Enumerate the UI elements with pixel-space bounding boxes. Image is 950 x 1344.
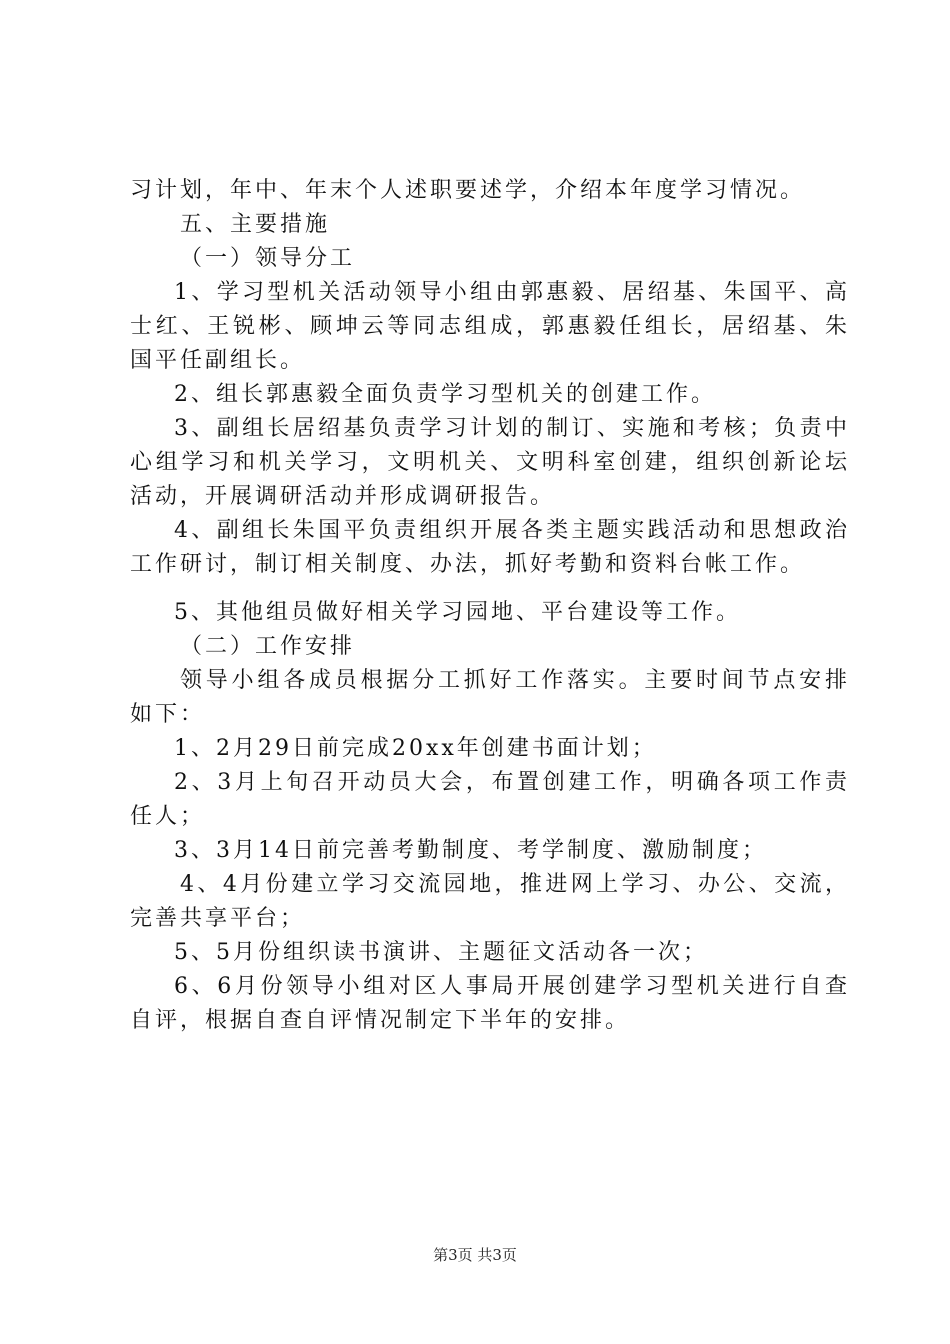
paragraph-item-4: 4、副组长朱国平负责组织开展各类主题实践活动和思想政治工作研讨，制订相关制度、办法，抓好考勤和资料台帐工作。 bbox=[130, 518, 850, 577]
subsection-heading-division: （一）领导分工 bbox=[180, 246, 356, 271]
paragraph-item-5: 5、其他组员做好相关学习园地、平台建设等工作。 bbox=[174, 600, 741, 625]
subsection-heading-arrangement: （二）工作安排 bbox=[180, 634, 356, 659]
schedule-item-1: 1、2月29日前完成20xx年创建书面计划； bbox=[174, 736, 657, 761]
page-number-footer: 第3页 共3页 bbox=[433, 1246, 517, 1264]
paragraph-item-3: 3、副组长居绍基负责学习计划的制订、实施和考核；负责中心组学习和机关学习，文明机关、文明科室创建，组织创新论坛活动，开展调研活动并形成调研报告。 bbox=[130, 416, 850, 509]
document-body bbox=[130, 174, 850, 1038]
schedule-item-4: 4、4月份建立学习交流园地，推进网上学习、办公、交流，完善共享平台； bbox=[130, 872, 850, 931]
schedule-item-3: 3、3月14日前完善考勤制度、考学制度、激励制度； bbox=[174, 838, 767, 863]
schedule-item-6: 6、6月份领导小组对区人事局开展创建学习型机关进行自查自评，根据自查自评情况制定下半年的安排。 bbox=[130, 974, 850, 1033]
section-heading-measures: 五、主要措施 bbox=[180, 212, 331, 237]
paragraph-arrangement-intro: 领导小组各成员根据分工抓好工作落实。主要时间节点安排如下： bbox=[130, 668, 850, 727]
paragraph-continuation: 习计划，年中、年末个人述职要述学，介绍本年度学习情况。 bbox=[130, 178, 806, 203]
schedule-item-5: 5、5月份组织读书演讲、主题征文活动各一次； bbox=[174, 940, 708, 965]
schedule-item-2: 2、3月上旬召开动员大会，布置创建工作，明确各项工作责任人； bbox=[130, 770, 850, 829]
paragraph-item-2: 2、组长郭惠毅全面负责学习型机关的创建工作。 bbox=[174, 382, 716, 407]
paragraph-item-1: 1、学习型机关活动领导小组由郭惠毅、居绍基、朱国平、高士红、王锐彬、顾坤云等同志组成，郭惠毅任组长，居绍基、朱国平任副组长。 bbox=[130, 280, 850, 373]
